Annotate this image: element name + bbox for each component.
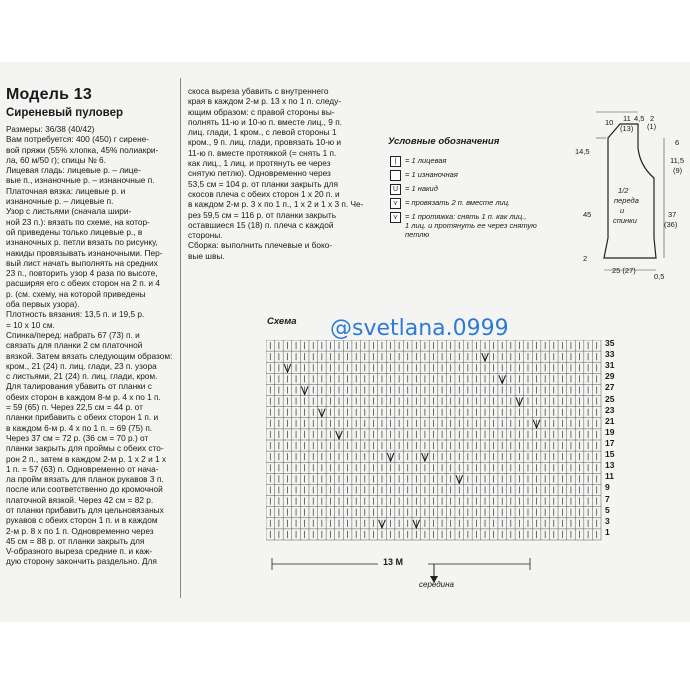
row-number: 3 [605, 515, 610, 526]
text-line: ющим образом: с правой стороны вы- [188, 106, 335, 117]
row-number: 13 [605, 460, 615, 471]
text-line: = 10 х 10 см. [6, 319, 55, 330]
text-line: Через 37 см = 72 р. (36 см = 70 р.) от [6, 432, 149, 443]
dim-label: 2 [650, 114, 655, 123]
text-line: кром., 9 п. лиц. глади, провязать 10-ю и [188, 137, 342, 148]
text-line: рон 2 п., затем в каждом 2-м р. 1 х 2 и 1 х [6, 453, 167, 464]
column-divider [180, 78, 181, 598]
row-number: 5 [605, 504, 610, 515]
text-line: накиды провязывать изнаночными. Пер- [6, 247, 163, 258]
text-line: оба первых узора). [6, 299, 80, 310]
yarn-over-symbol-icon: U [390, 184, 401, 195]
text-line: изнаночных р. петли вязать по рисунку, [6, 237, 158, 248]
text-line: лиц. глади, 1 кром., с левой стороны 1 [188, 127, 337, 138]
text-line: Узор с листьями (сначала шири- [6, 206, 132, 217]
row-number: 1 [605, 526, 610, 537]
row-number: 17 [605, 438, 615, 448]
text-line: обеих сторон в каждом 8-м р. 4 х по 1 п. [6, 391, 161, 402]
dim-label: 6 [675, 138, 680, 147]
legend-title: Условные обозначения [388, 136, 500, 147]
legend-item [390, 212, 537, 239]
purl-symbol-icon [390, 170, 401, 181]
instructions-column-2 [188, 86, 364, 261]
legend-item [390, 156, 447, 167]
text-line: ной 23 п.): вязать по схеме, на котор- [6, 216, 150, 227]
text-line: вой пряжи (55% хлопка, 45% полиакри- [6, 144, 159, 155]
text-line: после или соответственно до кромочной [6, 484, 163, 495]
text-line: Платочная вязка: лицевые р. и [6, 185, 126, 196]
text-line: в каждом 6-м р. 4 х по 1 п. = 69 (75) п. [6, 422, 153, 433]
dim-label: 2 [583, 254, 588, 263]
text-line: кром., 21 (24) п. лиц. глади, 23 п. узора [6, 360, 157, 371]
row-number: 15 [605, 449, 615, 460]
text-line: 45 см = 88 р. от планки закрыть для [6, 535, 145, 546]
row-number: 23 [605, 404, 615, 415]
chart-title: Схема [267, 316, 297, 327]
legend-item [390, 170, 458, 181]
model-title: Модель 13 [6, 86, 92, 103]
dim-label: 25 (27) [612, 266, 636, 275]
dim-label: (13) [620, 124, 634, 133]
text-line: связать для планки 2 см платочной [6, 340, 143, 351]
row-number: 35 [605, 338, 615, 348]
text-line: расширяя его с обеих сторон на 2 п. и 4 [6, 278, 160, 289]
text-line: оставшиеся 15 (18) п. плеча с каждой [188, 219, 334, 230]
row-number: 7 [605, 493, 610, 504]
text-line: р. (см. схему, на которой приведены [6, 288, 146, 299]
dim-label: 1/2 [618, 186, 629, 195]
legend-item-text: = 1 лицевая [405, 156, 447, 165]
text-line: = 59 (65) п. Через 22,5 см = 44 р. от [6, 402, 143, 413]
text-line: платочной вязкой. Через 42 см = 82 р. [6, 494, 154, 505]
model-subtitle: Сиреневый пуловер [6, 107, 123, 119]
repeat-label: 13 М [383, 557, 404, 567]
dim-label: 37 [668, 210, 677, 219]
text-line: снятую петлю). Одновременно через [188, 168, 331, 179]
row-number: 21 [605, 415, 615, 426]
dim-label: (9) [673, 166, 683, 175]
dim-label: 11,5 [670, 156, 685, 165]
text-line: Лицевая гладь: лицевые р. – лице- [6, 165, 141, 176]
text-line: вые швы. [188, 250, 225, 261]
text-line: в каждом 2-м р. 3 х по 1 п., 1 х 2 и 1 х 3 п. Че- [188, 199, 364, 210]
text-line: Вам потребуется: 400 (450) г сирене- [6, 134, 150, 145]
text-line: планки закрыть для проймы с обеих сто- [6, 443, 164, 454]
dim-label: и [620, 206, 625, 215]
text-line: с листьями, 21 (24) п. лиц. глади, кром. [6, 371, 158, 382]
dim-label: (1) [647, 122, 657, 131]
text-line: края в каждом 2-м р. 13 х по 1 п. следу- [188, 96, 342, 107]
row-number: 29 [605, 371, 615, 382]
dim-label: 45 [583, 210, 592, 219]
text-line: Сборка: выполнить плечевые и боко- [188, 240, 333, 251]
text-line: планки прибавить с обеих сторон 1 п. и [6, 412, 159, 423]
text-line: рукавов с обеих сторон 1 п. и в каждом [6, 515, 158, 526]
text-line: изнаночные р. – лицевые п. [6, 196, 114, 207]
text-line: Для талирования убавить от планки с [6, 381, 152, 392]
text-line: V-образного выреза средние п. и каж- [6, 546, 153, 557]
row-number: 19 [605, 426, 615, 437]
text-line: ла пройм вязать для планок рукавов 3 п. [6, 474, 164, 485]
center-label: середина [419, 580, 454, 589]
dim-label: (36) [664, 220, 678, 229]
text-line: Плотность вязания: 13,5 п. и 19,5 р. [6, 309, 145, 320]
text-line: ой приведены только лицевые р., в [6, 226, 143, 237]
ssk-symbol-icon: ⋎ [390, 212, 401, 223]
text-line: 11-ю п. вместе протяжкой (= снять 1 п. [188, 147, 337, 158]
legend-item-text: = провязать 2 п. вместе лиц. [405, 198, 511, 207]
legend-item-text: = 1 изнаночная [405, 170, 458, 179]
dim-label: переда [614, 196, 639, 205]
text-line: дую сторону закончить раздельно. Для [6, 556, 157, 567]
row-number: 11 [605, 471, 614, 482]
row-number: 33 [605, 349, 615, 360]
knit-symbol-icon: | [390, 156, 401, 167]
text-line: ла, 60 м/50 г); спицы № 6. [6, 154, 106, 165]
dim-label: 14,5 [575, 147, 590, 156]
text-line: рез 59,5 см = 116 р. от планки закрыть [188, 209, 337, 220]
text-line: полнять 11-ю и 10-ю п. вместе лиц., 9 п. [188, 116, 343, 127]
knitting-chart-grid [266, 340, 606, 550]
text-line: 23 п., повторить узор 4 раза по высоте, [6, 268, 158, 279]
text-line: вые п., изнаночные р. – изнаночные п. [6, 175, 155, 186]
text-line: Спинка/перед: набрать 67 (73) п. и [6, 329, 140, 340]
text-line: скосов плеча с обеих сторон 1 х 20 п. и [188, 188, 340, 199]
dim-label: спинки [613, 216, 637, 225]
dim-label: 10 [605, 118, 614, 127]
text-line: Размеры: 36/38 (40/42) [6, 124, 95, 134]
legend-item-text: = 1 протяжка: снять 1 п. как лиц., 1 лиц. и протянуть ее через снятую петлю [405, 212, 537, 239]
legend-item [390, 184, 438, 195]
text-line: 1 п. = 57 (63) п. Одновременно от нача- [6, 463, 159, 474]
legend-item [390, 198, 510, 209]
legend [388, 136, 588, 246]
text-line: 53,5 см = 104 р. от планки закрыть для [188, 178, 339, 189]
text-line: скоса выреза убавить с внутреннего [188, 86, 329, 96]
legend-item-text: = 1 накид [405, 184, 438, 193]
text-line: стороны. [188, 230, 223, 241]
text-line: вязкой. Затем вязать следующим образом: [6, 350, 173, 361]
row-number: 9 [605, 482, 610, 493]
text-line: вый лист начать выполнять на средних [6, 257, 158, 268]
row-number: 27 [605, 382, 615, 393]
row-number: 31 [605, 360, 615, 371]
text-line: от планки прибавить для цельновязаных [6, 504, 164, 515]
watermark: @svetlana.0999 [330, 316, 509, 341]
dim-label: 0,5 [654, 272, 665, 281]
k2tog-symbol-icon: ⋎ [390, 198, 401, 209]
text-line: 2-м р. 8 х по 1 п. Одновременно через [6, 525, 154, 536]
text-line: как лиц., 1 лиц. и протянуть ее через [188, 158, 331, 169]
dim-label: 4,5 [634, 114, 645, 123]
instructions-column-1 [6, 124, 176, 567]
dim-label: 11 [623, 114, 631, 123]
row-number: 25 [605, 393, 615, 404]
